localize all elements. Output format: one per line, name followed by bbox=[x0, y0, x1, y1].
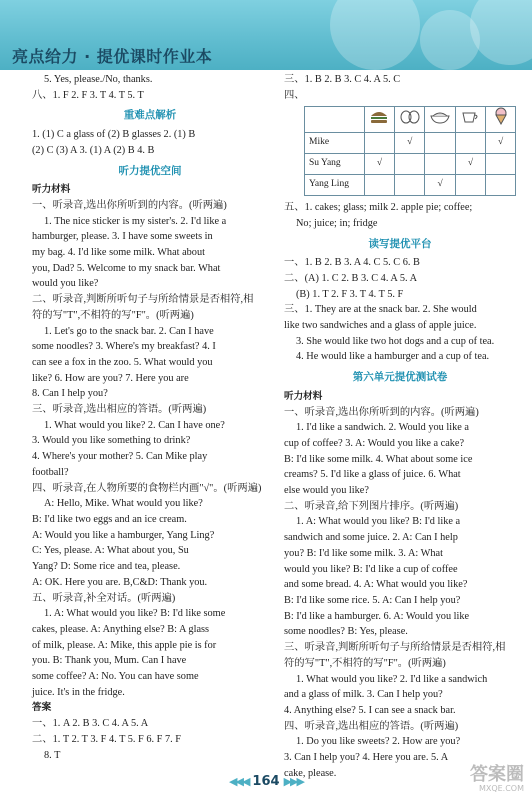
text-line: else would you like? bbox=[284, 485, 369, 497]
text-line: and some bread. 4. A: What would you like? bbox=[284, 579, 468, 591]
watermark-text: 答案圈 bbox=[470, 764, 524, 785]
text-line: 四、听录音,选出相应的答语。(听两遍) bbox=[284, 720, 459, 732]
text-line: 8. T bbox=[44, 749, 61, 761]
text-line: creams? 5. I'd like a glass of juice. 6. What bbox=[284, 469, 461, 481]
left-arrows-icon: ◀◀◀ bbox=[229, 776, 249, 788]
text-line: Yang? D: Some rice and tea, please. bbox=[32, 561, 181, 573]
table-row bbox=[305, 154, 516, 175]
text-line: 1. What would you like? 2. I'd like a sandwich bbox=[296, 673, 488, 685]
text-line: cake, please. bbox=[284, 767, 337, 779]
subsection-label: 听力材料 bbox=[32, 184, 71, 196]
table-row bbox=[305, 133, 516, 154]
text-line: like two sandwiches and a glass of apple juice. bbox=[284, 320, 477, 332]
text-line: 二、听录音,给下列图片排序。(听两遍) bbox=[284, 500, 459, 512]
check-cell bbox=[364, 175, 394, 196]
text-line: 一、1. A 2. B 3. C 4. A 5. A bbox=[32, 718, 149, 730]
text-line: cakes, please. A: Anything else? B: A glass bbox=[32, 623, 210, 635]
text-line: 一、听录音,选出你所听到的内容。(听两遍) bbox=[284, 406, 479, 418]
section-heading: 听力提优空间 bbox=[118, 164, 182, 177]
text-line: would you like? bbox=[32, 278, 99, 290]
text-line: juice. It's in the fridge. bbox=[32, 686, 125, 698]
row-name: Mike bbox=[305, 133, 365, 154]
text-line: of milk, please. A: Mike, this apple pie is for bbox=[32, 639, 217, 651]
check-cell: √ bbox=[395, 133, 425, 154]
text-line: C: Yes, please. A: What about you, Su bbox=[32, 545, 189, 557]
text-line: 1. A: What would you like? B: I'd like some bbox=[44, 608, 226, 620]
text-line: 3. She would like two hot dogs and a cup of tea. bbox=[296, 335, 495, 347]
text-line: 四、 bbox=[284, 89, 305, 101]
text-line: sandwich and some juice. 2. A: Can I help bbox=[284, 532, 458, 544]
check-cell bbox=[395, 175, 425, 196]
text-line: 4. Anything else? 5. I can see a snack bar. bbox=[284, 704, 456, 716]
text-line: 三、听录音,选出相应的答语。(听两遍) bbox=[32, 404, 207, 416]
text-line: you, Dad? 5. Welcome to my snack bar. What bbox=[32, 262, 221, 274]
text-line: some coffee? A: No. You can have some bbox=[32, 671, 199, 683]
text-line: (2) C (3) A 3. (1) A (2) B 4. B bbox=[32, 144, 155, 156]
text-line: 二、1. T 2. T 3. F 4. T 5. F 6. F 7. F bbox=[32, 733, 181, 745]
text-line: 3. Would you like something to drink? bbox=[32, 435, 191, 447]
check-cell bbox=[425, 133, 455, 154]
text-line: 符的写"T",不相符的写"F"。(听两遍) bbox=[284, 657, 446, 669]
page-footer bbox=[0, 772, 532, 790]
text-line: my bag. 4. I'd like some milk. What about bbox=[32, 247, 205, 259]
text-line: 5. Yes, please./No, thanks. bbox=[44, 74, 153, 85]
text-line: 1. Let's go to the snack bar. 2. Can I have bbox=[44, 325, 214, 337]
decor-bubble bbox=[470, 0, 532, 65]
text-line: B: I'd like some milk. 4. What about some ice bbox=[284, 453, 473, 465]
text-line: you? B: I'd like some milk. 3. A: What bbox=[284, 547, 443, 559]
text-line: 1. Do you like sweets? 2. How are you? bbox=[296, 736, 461, 748]
check-cell bbox=[364, 133, 394, 154]
text-line: hamburger, please. 3. I have some sweets in bbox=[32, 231, 213, 243]
page-header-band bbox=[0, 0, 532, 70]
text-line: 一、1. B 2. B 3. A 4. C 5. C 6. B bbox=[284, 257, 420, 269]
check-cell: √ bbox=[486, 133, 516, 154]
text-line: 三、1. They are at the snack bar. 2. She would bbox=[284, 304, 477, 316]
text-line: 三、1. B 2. B 3. C 4. A 5. C bbox=[284, 74, 401, 85]
text-line: 二、(A) 1. C 2. B 3. C 4. A 5. A bbox=[284, 272, 418, 284]
watermark-logo bbox=[470, 764, 524, 796]
text-line: like? 6. How are you? 7. Here you are bbox=[32, 372, 189, 384]
text-line: 1. A: What would you like? B: I'd like a bbox=[296, 516, 461, 528]
text-line: 1. I'd like a sandwich. 2. Would you like a bbox=[296, 422, 469, 434]
section-heading: 读写提优平台 bbox=[368, 237, 432, 250]
text-line: A: OK. Here you are. B,C&D: Thank you. bbox=[32, 576, 208, 588]
food-check-table bbox=[304, 106, 516, 196]
check-cell: √ bbox=[425, 175, 455, 196]
text-line: 4. He would like a hamburger and a cup of tea. bbox=[296, 351, 490, 363]
book-title: 亮点给力 · 提优课时作业本 bbox=[12, 47, 213, 66]
check-cell bbox=[425, 154, 455, 175]
left-column bbox=[32, 72, 268, 763]
right-arrows-icon: ▶▶▶ bbox=[283, 776, 303, 788]
rice-icon bbox=[425, 107, 455, 133]
text-line: 三、听录音,判断所听句子与所给情景是否相符,相 bbox=[284, 642, 506, 654]
text-line: B: I'd like two eggs and an ice cream. bbox=[32, 513, 187, 525]
check-cell bbox=[455, 133, 485, 154]
hamburger-icon bbox=[364, 107, 394, 133]
check-cell bbox=[395, 154, 425, 175]
text-line: 五、1. cakes; glass; milk 2. apple pie; coffee; bbox=[284, 202, 473, 214]
table-corner-cell bbox=[305, 107, 365, 133]
row-name: Su Yang bbox=[305, 154, 365, 175]
decor-bubble bbox=[330, 0, 420, 70]
text-line: 符的写"T",不相符的写"F"。(听两遍) bbox=[32, 309, 194, 321]
text-line: football? bbox=[32, 466, 69, 478]
text-line: A: Would you like a hamburger, Yang Ling? bbox=[32, 529, 215, 541]
text-line: some noodles? 3. Where's my breakfast? 4. I bbox=[32, 341, 216, 353]
text-line: you. B: Thank you, Mum. Can I have bbox=[32, 655, 187, 667]
watermark-url: MXQE.COM bbox=[478, 784, 524, 793]
text-line: 一、听录音,选出你所听到的内容。(听两遍) bbox=[32, 199, 227, 211]
text-line: 四、听录音,在人物所要的食物栏内画"√"。(听两遍) bbox=[32, 482, 262, 494]
text-line: 1. What would you like? 2. Can I have one? bbox=[44, 419, 225, 431]
subsection-label: 听力材料 bbox=[284, 390, 323, 402]
text-line: 八、1. F 2. F 3. T 4. T 5. T bbox=[32, 89, 144, 101]
page-number: 164 bbox=[252, 774, 280, 789]
text-line: 1. The nice sticker is my sister's. 2. I'd like a bbox=[44, 215, 227, 227]
text-line: 1. (1) C a glass of (2) B glasses 2. (1) B bbox=[32, 129, 196, 141]
text-line: (B) 1. T 2. F 3. T 4. T 5. F bbox=[296, 288, 404, 300]
check-cell bbox=[486, 175, 516, 196]
text-line: No; juice; in; fridge bbox=[296, 217, 378, 229]
text-line: 五、听录音,补全对话。(听两遍) bbox=[32, 592, 176, 604]
text-line: B: I'd like some rice. 5. A: Can I help you? bbox=[284, 594, 461, 606]
right-column bbox=[284, 72, 516, 781]
ice-cream-icon bbox=[486, 107, 516, 133]
text-line: some noodles? B: Yes, please. bbox=[284, 626, 408, 638]
eggs-icon bbox=[395, 107, 425, 133]
tea-icon bbox=[455, 107, 485, 133]
check-cell bbox=[455, 175, 485, 196]
text-line: cup of coffee? 3. A: Would you like a cake? bbox=[284, 437, 465, 449]
text-line: 8. Can I help you? bbox=[32, 388, 108, 400]
table-row bbox=[305, 175, 516, 196]
text-line: 4. Where's your mother? 5. Can Mike play bbox=[32, 451, 208, 463]
section-heading: 第六单元提优测试卷 bbox=[352, 371, 448, 384]
text-line: B: I'd like a hamburger. 6. A: Would you like bbox=[284, 610, 470, 622]
text-line: 二、听录音,判断所听句子与所给情景是否相符,相 bbox=[32, 294, 254, 306]
text-line: would you like? B: I'd like a cup of coffee bbox=[284, 563, 458, 575]
check-cell: √ bbox=[455, 154, 485, 175]
subsection-label: 答案 bbox=[32, 702, 52, 714]
text-line: can see a fox in the zoo. 5. What would you bbox=[32, 356, 213, 368]
text-line: 3. Can I help you? 4. Here you are. 5. A bbox=[284, 752, 449, 764]
check-cell bbox=[486, 154, 516, 175]
section-heading: 重难点解析 bbox=[123, 109, 177, 122]
text-line: and a glass of milk. 3. Can I help you? bbox=[284, 689, 443, 701]
text-line: A: Hello, Mike. What would you like? bbox=[44, 498, 203, 510]
check-cell: √ bbox=[364, 154, 394, 175]
row-name: Yang Ling bbox=[305, 175, 365, 196]
